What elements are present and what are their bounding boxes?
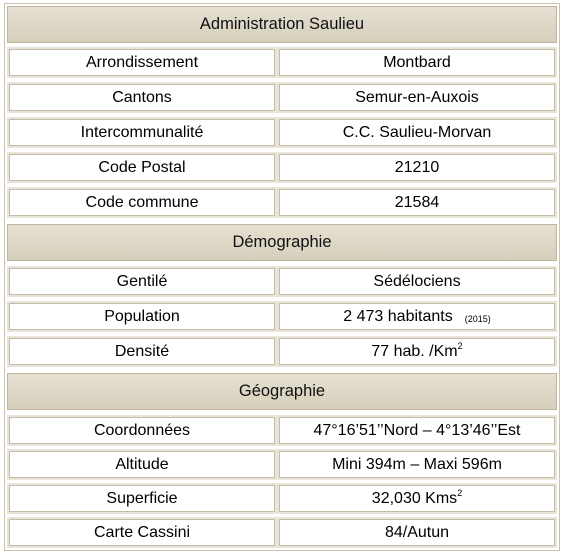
- row-label: [9, 119, 275, 146]
- row-label: [9, 451, 275, 478]
- row-value: [279, 303, 555, 330]
- year-note: (2015): [464, 313, 491, 324]
- row-label-text: Cantons: [112, 88, 172, 106]
- row-value-text: 2 473 habitants: [343, 307, 453, 325]
- row-value: [279, 417, 555, 444]
- row-label-text: Superficie: [106, 489, 178, 507]
- table-row: [7, 82, 557, 113]
- row-value: [279, 519, 555, 546]
- superscript: 2: [457, 340, 463, 351]
- row-value-text: 84/Autun: [384, 523, 450, 541]
- info-table: [4, 3, 560, 551]
- row-label-text: Code commune: [85, 193, 199, 211]
- table-row: [7, 415, 557, 446]
- row-label-text: Densité: [114, 342, 170, 360]
- row-value-text: C.C. Saulieu-Morvan: [342, 123, 492, 141]
- row-label-text: Carte Cassini: [93, 523, 191, 541]
- row-label: [9, 49, 275, 76]
- row-value: [279, 338, 555, 365]
- row-label: [9, 303, 275, 330]
- row-value-text: 77 hab. /Km: [371, 342, 458, 360]
- table-row: [7, 483, 557, 514]
- row-value: [279, 189, 555, 216]
- table-row: [7, 152, 557, 183]
- table-row: [7, 47, 557, 78]
- section-title: Géographie: [238, 382, 326, 400]
- row-value-text: 32,030 Kms: [371, 489, 458, 507]
- row-label-text: Population: [104, 307, 180, 325]
- row-value-text: 21584: [394, 193, 440, 211]
- row-label-text: Altitude: [115, 455, 169, 473]
- row-label: [9, 338, 275, 365]
- row-value: [279, 154, 555, 181]
- row-value: [279, 84, 555, 111]
- table-row: [7, 266, 557, 297]
- table-row: [7, 517, 557, 548]
- section-title: Administration Saulieu: [199, 15, 365, 33]
- section-header-administration: [7, 6, 557, 43]
- table-row: [7, 117, 557, 148]
- row-label-text: Intercommunalité: [80, 123, 204, 141]
- row-label-text: Gentilé: [116, 272, 168, 290]
- row-label: [9, 485, 275, 512]
- row-value: [279, 49, 555, 76]
- row-value: [279, 451, 555, 478]
- table-row: [7, 336, 557, 367]
- row-value-text: Montbard: [383, 53, 451, 71]
- row-label-text: Arrondissement: [85, 53, 199, 71]
- row-value-text: Semur-en-Auxois: [355, 88, 479, 106]
- row-label: [9, 84, 275, 111]
- row-value-text: Sédélociens: [373, 272, 461, 290]
- table-row: [7, 449, 557, 480]
- row-value-text: 21210: [394, 158, 440, 176]
- section-header-geographie: [7, 373, 557, 410]
- row-label: [9, 154, 275, 181]
- row-value-text: Mini 394m – Maxi 596m: [332, 455, 502, 473]
- row-value: [279, 268, 555, 295]
- row-label: [9, 268, 275, 295]
- table-row: [7, 301, 557, 332]
- row-label: [9, 519, 275, 546]
- row-value-text: 47°16’51’’Nord – 4°13’46’’Est: [313, 421, 521, 439]
- row-label-text: Coordonnées: [93, 421, 191, 439]
- row-label: [9, 189, 275, 216]
- row-value: [279, 485, 555, 512]
- superscript: 2: [457, 487, 463, 498]
- row-value: [279, 119, 555, 146]
- row-label-text: Code Postal: [98, 158, 186, 176]
- section-header-demographie: [7, 224, 557, 261]
- table-row: [7, 187, 557, 218]
- section-title: Démographie: [232, 233, 332, 251]
- row-label: [9, 417, 275, 444]
